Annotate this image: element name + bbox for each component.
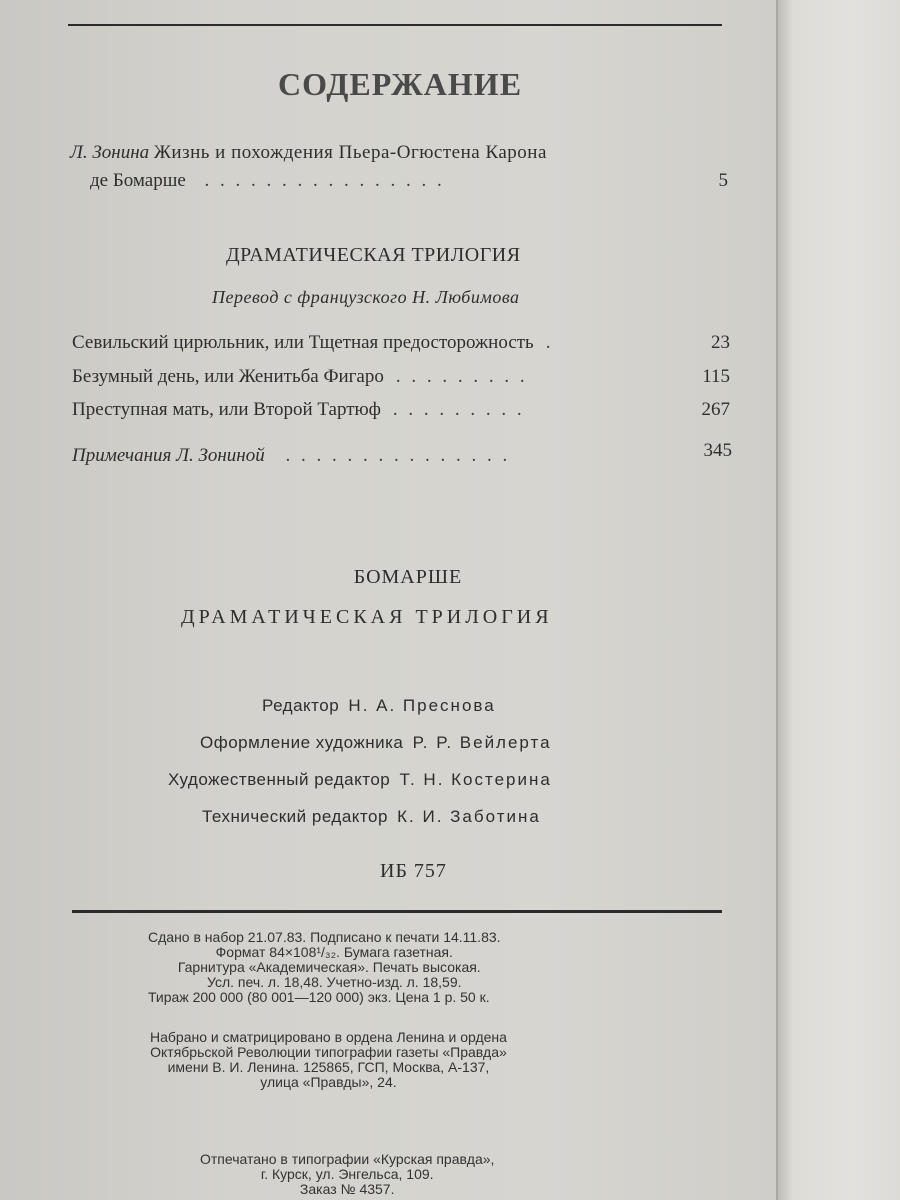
toc-intro-page: 5 bbox=[718, 170, 728, 191]
toc-intro-author: Л. Зонина bbox=[70, 142, 150, 163]
toc-intro-line1 bbox=[70, 142, 547, 164]
imprint-production bbox=[148, 930, 501, 1005]
toc-item-dots: . . . . . . . . . bbox=[392, 399, 525, 420]
imprint-line: Набрано и сматрицировано в ордена Ленина и ордена bbox=[150, 1029, 507, 1045]
toc-notes-title: Примечания Л. Зониной bbox=[72, 445, 265, 466]
section-title: ДРАМАТИЧЕСКАЯ ТРИЛОГИЯ bbox=[226, 244, 521, 266]
toc-intro-line2 bbox=[90, 170, 445, 192]
toc-item-title: Преступная мать, или Второй Тартюф bbox=[72, 399, 381, 420]
toc-intro-title: Жизнь и похождения Пьера-Огюстена Карона bbox=[153, 142, 547, 163]
translation-note: Перевод с французского Н. Любимова bbox=[212, 287, 520, 307]
toc-item bbox=[72, 332, 553, 354]
toc-notes-dots: . . . . . . . . . . . . . . . bbox=[285, 445, 511, 466]
imprint-line: Гарнитура «Академическая». Печать высокая. bbox=[177, 959, 481, 975]
toc-item bbox=[72, 366, 528, 388]
credit-art-editor bbox=[168, 770, 552, 790]
toc-item-title: Безумный день, или Женитьба Фигаро bbox=[72, 366, 384, 387]
credit-name: К. И. Заботина bbox=[397, 807, 541, 826]
toc-intro-title-cont: де Бомарше bbox=[90, 170, 186, 191]
credit-role: Оформление художника bbox=[200, 733, 404, 752]
toc-intro-dots: . . . . . . . . . . . . . . . . bbox=[204, 170, 445, 191]
credit-name: Р. Р. Вейлерта bbox=[412, 733, 552, 752]
imprint-line: Тираж 200 000 (80 001—120 000) экз. Цена 1 р. 50 к. bbox=[148, 989, 490, 1005]
toc-item-dots: . . . . . . . . . bbox=[395, 366, 528, 387]
imprint-line: г. Курск, ул. Энгельса, 109. bbox=[260, 1166, 434, 1182]
toc-item-page: 267 bbox=[701, 399, 730, 420]
book-author: БОМАРШЕ bbox=[353, 566, 463, 588]
credit-role: Художественный редактор bbox=[168, 770, 391, 789]
contents-heading: СОДЕРЖАНИЕ bbox=[277, 66, 523, 102]
credit-role: Технический редактор bbox=[202, 807, 388, 826]
credit-name: Н. А. Преснова bbox=[348, 696, 496, 715]
credit-editor bbox=[262, 696, 496, 716]
imprint-line: Заказ № 4357. bbox=[299, 1181, 395, 1197]
book-title: ДРАМАТИЧЕСКАЯ ТРИЛОГИЯ bbox=[181, 606, 553, 628]
top-rule bbox=[68, 24, 722, 26]
toc-item-title: Севильский цирюльник, или Тщетная предосторожность bbox=[72, 332, 534, 353]
imprint-line: Формат 84×108¹/₃₂. Бумага газетная. bbox=[215, 944, 453, 960]
toc-item-dots: . bbox=[545, 332, 554, 353]
imprint-line: Усл. печ. л. 18,48. Учетно-изд. л. 18,59. bbox=[207, 974, 462, 990]
adjacent-page-edge bbox=[776, 0, 900, 1200]
imprint-line: Отпечатано в типографии «Курская правда», bbox=[200, 1151, 495, 1167]
imprint-line: Октябрьской Революции типографии газеты «Правда» bbox=[150, 1044, 507, 1060]
imprint-typesetting bbox=[150, 1030, 507, 1090]
toc-notes bbox=[72, 445, 510, 467]
toc-item-page: 115 bbox=[702, 366, 730, 387]
imprint-line: Сдано в набор 21.07.83. Подписано к печати 14.11.83. bbox=[148, 929, 501, 945]
imprint-rule bbox=[72, 910, 722, 913]
credit-role: Редактор bbox=[262, 696, 340, 715]
imprint-line: имени В. И. Ленина. 125865, ГСП, Москва, А-137, bbox=[167, 1059, 490, 1075]
toc-item bbox=[72, 399, 525, 421]
credit-designer bbox=[200, 733, 552, 753]
imprint-line: улица «Правды», 24. bbox=[260, 1074, 397, 1090]
imprint-printing bbox=[200, 1152, 494, 1197]
ib-number: ИБ 757 bbox=[380, 860, 447, 882]
toc-notes-page: 345 bbox=[703, 440, 732, 461]
credit-name: Т. Н. Костерина bbox=[399, 770, 552, 789]
credit-tech-editor bbox=[202, 807, 541, 827]
toc-item-page: 23 bbox=[711, 332, 730, 353]
